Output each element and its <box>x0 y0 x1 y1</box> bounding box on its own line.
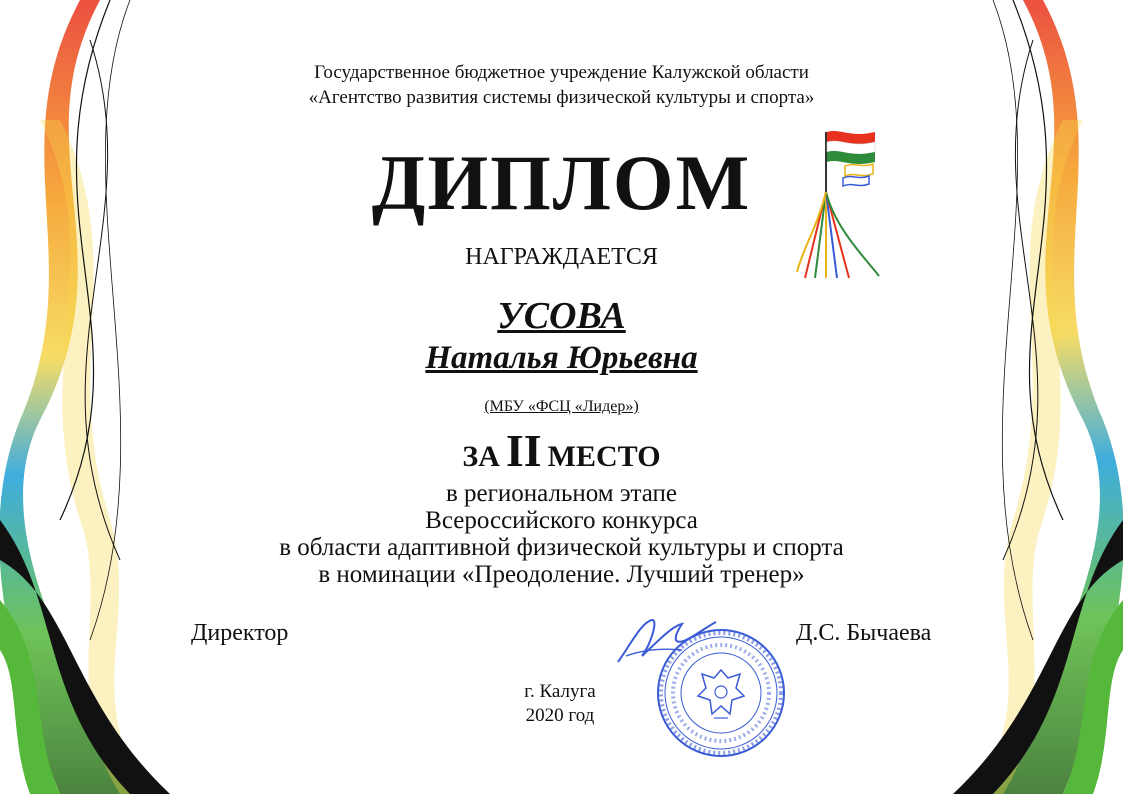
issue-location <box>480 680 640 728</box>
place-suffix: МЕСТО <box>547 440 661 473</box>
recipient-organization: (МБУ «ФСЦ «Лидер») <box>484 398 639 415</box>
issue-city: г. Калуга <box>524 681 596 702</box>
reason-line-4: в номинации «Преодоление. Лучший тренер» <box>318 561 805 588</box>
organization-line-2: «Агентство развития системы физической культуры и спорта» <box>308 87 815 108</box>
recipient-surname: УСОВА <box>497 295 626 337</box>
place-prefix: ЗА <box>462 440 500 473</box>
award-reason <box>0 480 1123 588</box>
reason-line-3: в области адаптивной физической культуры и спорта <box>279 534 844 561</box>
organization-header <box>0 60 1123 110</box>
reason-line-1: в региональном этапе <box>445 480 678 507</box>
signatory-name: Д.С. Бычаева <box>796 620 932 646</box>
place-number: II <box>505 425 542 476</box>
organization-line-1: Государственное бюджетное учреждение Калужской области <box>314 62 809 83</box>
recipient-given-names: Наталья Юрьевна <box>425 340 698 376</box>
diploma-title: ДИПЛОМ <box>371 139 752 226</box>
awarded-label: НАГРАЖДАЕТСЯ <box>465 244 658 270</box>
right-ribbon-decoration <box>923 0 1123 794</box>
left-ribbon-decoration <box>0 0 200 794</box>
issue-year: 2020 год <box>525 705 595 726</box>
official-seal-icon <box>654 626 788 760</box>
place-line <box>0 424 1123 477</box>
reason-line-2: Всероссийского конкурса <box>425 507 698 534</box>
signatory-position: Директор <box>191 620 289 646</box>
